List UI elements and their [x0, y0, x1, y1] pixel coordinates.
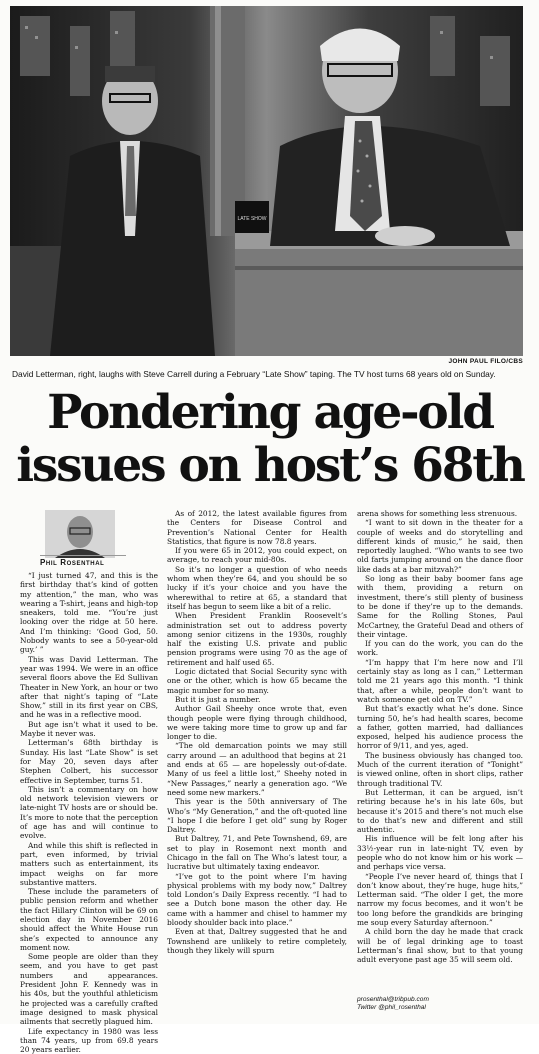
paragraph: But that’s exactly what he’s done. Since turning 50, he’s had health scares, become a father, gotten married, had dalliances exposed, helped his audience process the horror of 9/11, and yes, aged. [357, 704, 523, 751]
headline-line-2: issues on host’s 68th [16, 438, 524, 493]
paragraph: But age isn’t what it used to be. Maybe it never was. [20, 719, 158, 739]
paragraph: A child born the day he made that crack will be of legal drinking age to toast Letterman’s final show, but to that young adult everyone past age 35 will seem old. [357, 927, 523, 965]
author-headshot [45, 510, 115, 558]
photo-credit: JOHN PAUL FILO/CBS [448, 358, 523, 365]
paragraph: But it is just a number. [175, 694, 261, 704]
paragraph: His influence will be felt long after his 33½-year run in late-night TV, even by people who do not know him or his work — and perhaps vice versa. [357, 834, 523, 872]
headline [10, 386, 530, 492]
paragraph: arena shows for something less strenuous. [357, 509, 518, 518]
author-rule [40, 555, 126, 556]
paragraph: When President Franklin Roosevelt’s administration set out to address poverty among senior citizens in the 1930s, roughly half the existing U.S. private and public pension programs were using 70 as the age of retirement and half used 65. [167, 611, 347, 667]
paragraph: These include the parameters of public pension reform and whether the fact Hillary Clinton will be 69 on election day in November 2016 should affect the White House run she’s expected to announce any moment now. [20, 887, 158, 952]
author-byline: Phil Rosenthal [40, 558, 105, 567]
author-twitter: Twitter @phil_rosenthal [357, 1004, 426, 1011]
article-column-1 [20, 571, 158, 1054]
paragraph: Letterman’s 68th birthday is Sunday. His last “Late Show” is set for May 20, seven days after Stephen Colbert, his successor effective in September, turns 51. [20, 738, 158, 785]
paragraph: “I’m happy that I’m here now and I’ll certainly stay as long as I can,” Letterman told me 21 years ago this month. “I think that, after a while, people don’t want to watch someone get old on TV.” [357, 657, 523, 704]
paragraph: So long as their baby boomer fans age with them, providing a return on investment, there’s still plenty of business to be done if they’re up to the demands. Same for the Rolling Stones, Paul McCartney, the Grateful Dead and others of their vintage. [357, 574, 523, 639]
paragraph: This was David Letterman. The year was 1994. We were in an office several floors above the Ed Sullivan Theater in New York, an hour or two after that night’s taping of “Late Show,” still in its first year on CBS, and he was in a reflective mood. [20, 654, 158, 720]
paragraph: If you were 65 in 2012, you could expect, on average, to reach your mid-80s. [167, 546, 347, 565]
paragraph: The business obviously has changed too. Much of the current iteration of “Tonight” is viewed online, often in short clips, rather through traditional TV. [357, 750, 523, 788]
paragraph: And while this shift is reflected in part, even informed, by trivial matters such as entertainment, its impact weighs on far more substantive matters. [20, 840, 158, 887]
paragraph: “I’ve got to the point where I’m having physical problems with my body now,” Daltrey told London’s Daily Express recently. “I had to see a Dutch bone mason the other day. He came with a hammer and chisel to hammer my bloody shoulder back into place.” [167, 871, 347, 928]
paragraph: Life expectancy in 1980 was less than 74 years, up from 69.8 years 20 years earlier. [20, 1026, 158, 1054]
article-column-3 [357, 509, 523, 965]
paragraph: Author Gail Sheehy once wrote that, even though people were flying through childhood, we were taking more time to grow up and far longer to die. [167, 704, 347, 742]
paragraph: Even at that, Daltrey suggested that he and Townshend are unlikely to retire completely, though they likely will spurn [167, 927, 347, 955]
paragraph: “People I’ve never heard of, things that I don’t know about, they’re huge, huge hits,” Letterman said. “The older I get, the more narrow my focus becomes, and it won’t be too long before the grandkids are bringing me soup every Saturday afternoon.” [357, 871, 523, 928]
news-photo [10, 6, 523, 356]
paragraph: Logic dictated that Social Security sync with one or the other, which is how 65 became the magic number for so many. [167, 667, 347, 695]
paragraph: This isn’t a commentary on how old network television viewers or late-night TV hosts are or should be. It’s more to note that the perception of age has and will continue to evolve. [20, 784, 158, 841]
paragraph: “I want to sit down in the theater for a couple of weeks and do storytelling and different kinds of music,” he said, then reportedly laughed. “Who wants to see two old farts jumping around on the dance floor like dads at a bar mitzvah?” [357, 518, 523, 574]
paragraph: “I just turned 47, and this is the first birthday that’s kind of gotten my attention,” the man, who was wearing a T-shirt, jeans and high-top sneakers, told me. “You’re just looking over the ridge at 50 here. And I’m thinking: ‘Good God, 50. Nobody wants to see a 50-year-old guy.’ ” [20, 571, 158, 655]
author-email: prosenthal@tribpub.com [357, 996, 429, 1003]
paragraph: As of 2012, the latest available figures from the Centers for Disease Control and Prevention’s National Center for Health Statistics, that figure is now 78.8 years. [167, 509, 347, 546]
mug-label: LATE SHOW [237, 216, 267, 222]
photo-caption: David Letterman, right, laughs with Steve Carrell during a February “Late Show” taping. The TV host turns 68 years old on Sunday. [12, 369, 496, 379]
paragraph: If you can do the work, you can do the work. [357, 639, 523, 658]
paragraph: This year is the 50th anniversary of The Who’s “My Generation,” and the oft-quoted line “I hope I die before I get old” sung by Roger Daltrey. [167, 797, 347, 835]
paragraph: But Daltrey, 71, and Pete Townshend, 69, are set to play in Rosemont next month and Chicago in the fall on The Who’s latest tour, a lucrative but ultimately taxing endeavor. [167, 834, 347, 872]
headline-line-1: Pondering age-old [47, 385, 493, 440]
article-column-2 [167, 509, 347, 955]
paragraph: So it’s no longer a question of who needs whom when they’re 64, and you should be so lucky if it’s your choice and you have the wherewithal to retire at 65, a standard that itself has begun to seem like a bit of a relic. [167, 564, 347, 611]
paragraph: Some people are older than they seem, and you have to get past numbers and appearances. President John F. Kennedy was in his 40s, but the youthful athleticism he projected was a carefully crafted image designed to mask physical ailments that secretly plagued him. [20, 952, 158, 1027]
letterman-carell-photo [10, 6, 523, 356]
author-contact [357, 996, 429, 1012]
paragraph: But Letterman, it can be argued, isn’t retiring because he’s in his late 60s, but because it’s 2015 and there’s not much else to do that’s new and different and still authentic. [357, 787, 523, 835]
paragraph: “The old demarcation points we may still carry around — an adulthood that begins at 21 and ends at 65 — are hopelessly out-of-date. Many of us feel a little lost,” Sheehy noted in “New Passages,” nearly a generation ago. “We need some new markers.” [167, 741, 347, 797]
